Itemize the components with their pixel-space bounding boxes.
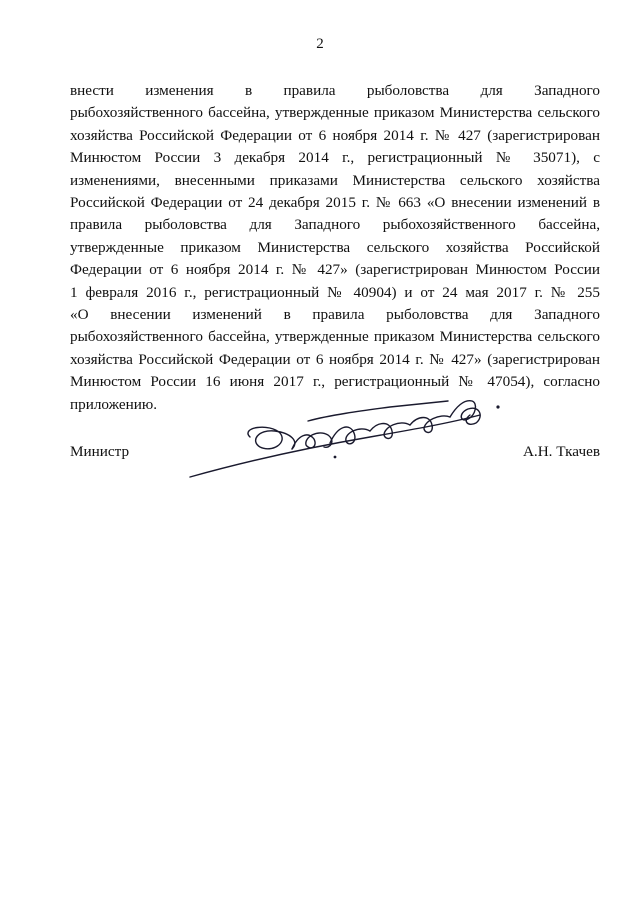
text-line: Минюстом России 16 июня 2017 г., регистрационный № 47054), согласно <box>70 373 600 391</box>
body-paragraph <box>70 80 600 416</box>
text-line: Минюстом России 3 декабря 2014 г., регистрационный № 35071), с <box>70 149 600 167</box>
text-line: приложению. <box>70 395 158 413</box>
text-line: Российской Федерации от 24 декабря 2015 г. № 663 «О внесении изменений в <box>70 194 600 212</box>
text-line: Федерации от 6 ноября 2014 г. № 427» (зарегистрирован Минюстом России <box>70 261 600 279</box>
text-line: 1 февраля 2016 г., регистрационный № 40904) и от 24 мая 2017 г. № 255 <box>70 283 600 301</box>
text-line: утвержденные приказом Министерства сельского хозяйства Российской <box>70 238 600 256</box>
signatory-name: А.Н. Ткачев <box>522 443 600 460</box>
text-line: хозяйства Российской Федерации от 6 ноября 2014 г. № 427» (зарегистрирован <box>70 350 600 368</box>
text-line: рыбохозяйственного бассейна, утвержденные приказом Министерства сельского <box>70 104 600 122</box>
text-line: изменениями, внесенными приказами Министерства сельского хозяйства <box>70 171 600 189</box>
text-line: правила рыболовства для Западного рыбохозяйственного бассейна, <box>70 216 600 234</box>
text-line: «О внесении изменений в правила рыболовства для Западного <box>70 306 600 324</box>
signatory-title: Министр <box>70 443 130 460</box>
handwritten-signature <box>180 385 520 485</box>
page-number: 2 <box>316 36 324 52</box>
text-line: хозяйства Российской Федерации от 6 ноября 2014 г. № 427 (зарегистрирован <box>70 126 600 144</box>
text-line: внести изменения в правила рыболовства для Западного <box>70 82 600 99</box>
text-line: рыбохозяйственного бассейна, утвержденные приказом Министерства сельского <box>70 328 600 346</box>
